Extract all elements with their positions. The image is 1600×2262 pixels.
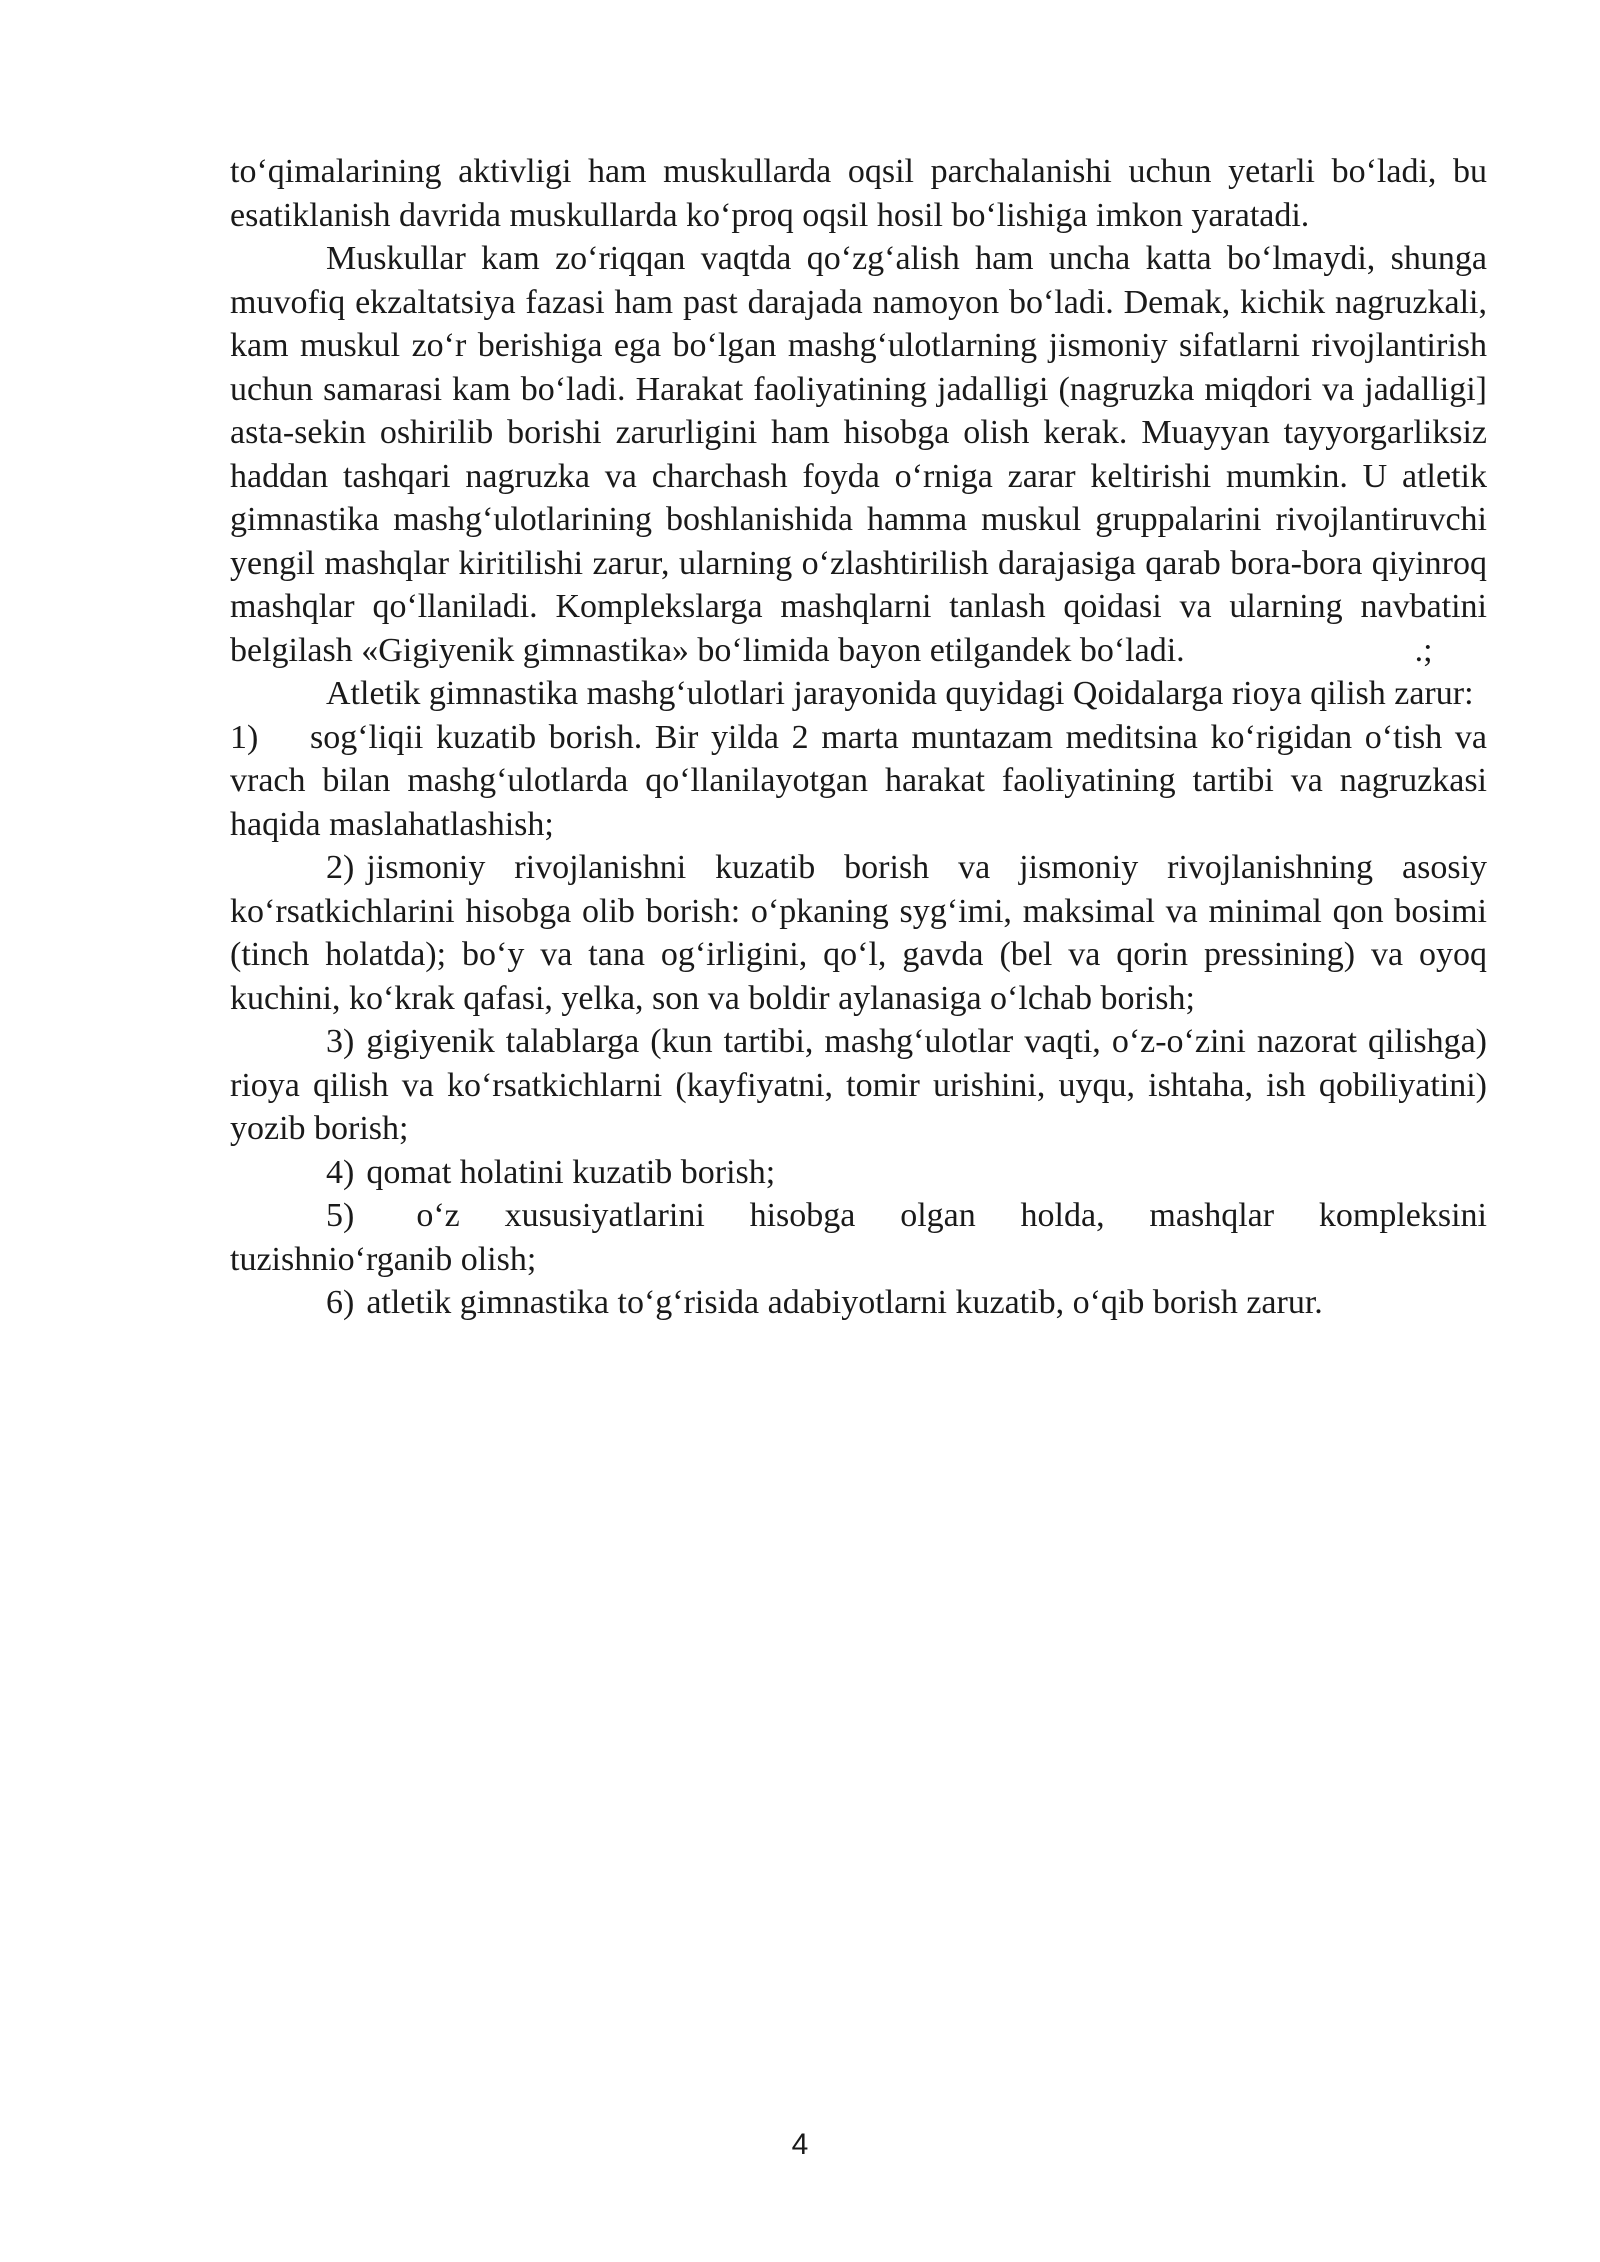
list-item-text: qomat holatini kuzatib borish; bbox=[366, 1153, 776, 1191]
list-item-number: 3) bbox=[326, 1023, 355, 1060]
list-item-number: 5) bbox=[326, 1197, 355, 1234]
list-item-text: atletik gimnastika to‘g‘risida adabiyotlarni kuzatib, o‘qib borish zarur. bbox=[366, 1284, 1323, 1321]
list-item-number: 4) bbox=[326, 1153, 355, 1191]
list-item-number: 2) bbox=[326, 849, 355, 886]
paragraph-rules-intro: Atletik gimnastika mashg‘ulotlari jarayonida quyidagi Qoidalarga rioya qilish zarur: bbox=[326, 675, 1474, 712]
list-item-text: o‘z xususiyatlarini hisobga olgan holda, mashqlar kompleksini tuzishnio‘rganib olish; bbox=[230, 1197, 1487, 1278]
stray-mark: .; bbox=[1414, 631, 1433, 669]
list-item-number: 1) bbox=[230, 718, 259, 756]
list-item-4 bbox=[230, 1151, 1487, 1195]
list-item-3 bbox=[230, 1020, 1487, 1151]
list-item-text: gigiyenik talablarga (kun tartibi, mashg‘ulotlar vaqti, o‘z-o‘zini nazorat qilishga) rioya qilish va ko‘rsatkichlarni (kayfiyatni, tomir urishini, uyqu, ishtaha, ish qobiliyatini) yozib borish; bbox=[230, 1023, 1487, 1147]
list-item-2 bbox=[230, 846, 1487, 1020]
paragraph-muscle-load-text: Muskullar kam zo‘riqqan vaqtda qo‘zg‘alish ham uncha katta bo‘lmaydi, shunga muvofiq ekzaltatsiya fazasi ham past darajada namoyon bo‘ladi. Demak, kichik nagruzkali, kam muskul zo‘r berishiga ega bo‘lgan mashg‘ulotlarning jismoniy sifatlarni rivojlantirish uchun samarasi kam bo‘ladi. Harakat faoliyatining jadalligi (nagruzka miqdori va jadalligi] asta-sekin oshirilib borishi zarurligini ham hisobga olish kerak. Muayyan tayyorgarliksiz haddan tashqari nagruzka va charchash foyda o‘rniga zarar keltirishi mumkin. U atletik gimnastika mashg‘ulotlarining boshlanishida hamma muskul gruppalarini rivojlantiruvchi yengil mashqlar kiritilishi zarur, ularning o‘zlashtirilish darajasiga qarab bora-bora qiyinroq mashqlar qo‘llaniladi. Komplekslarga mashqlarni tanlash qoidasi va ularning navbatini belgilash «Gigiyenik gimnastika» bo‘limida bayon etilgandek bo‘ladi. bbox=[230, 240, 1487, 669]
list-item-5 bbox=[230, 1194, 1487, 1281]
list-item-1 bbox=[230, 716, 1487, 847]
document-body bbox=[230, 150, 1487, 1325]
list-item-text: jismoniy rivojlanishni kuzatib borish va jismoniy rivojlanishning asosiy ko‘rsatkichlarini hisobga olib borish: o‘pkaning syg‘imi, maksimal va minimal qon bosimi (tinch holatda); bo‘y va tana og‘irligini, qo‘l, gavda (bel va qorin pressining) va oyoq kuchini, ko‘krak qafasi, yelka, son va boldir aylanasiga o‘lchab borish; bbox=[230, 849, 1487, 1017]
list-item-6 bbox=[230, 1281, 1487, 1325]
list-item-number: 6) bbox=[326, 1284, 355, 1321]
paragraph-continued: to‘qimalarining aktivligi ham muskullarda oqsil parchalanishi uchun yetarli bo‘ladi, bu esatiklanish davrida muskullarda ko‘proq oqsil hosil bo‘lishiga imkon yaratadi. bbox=[230, 153, 1487, 234]
list-item-text: sog‘liqii kuzatib borish. Bir yilda 2 marta muntazam meditsina ko‘rigidan o‘tish va vrach bilan mashg‘ulotlarda qo‘llanilayotgan harakat faoliyatining tartibi va nagruzkasi haqida maslahatlashish; bbox=[230, 718, 1487, 843]
paragraph-muscle-load bbox=[230, 237, 1487, 672]
page-number: 4 bbox=[791, 2128, 809, 2161]
